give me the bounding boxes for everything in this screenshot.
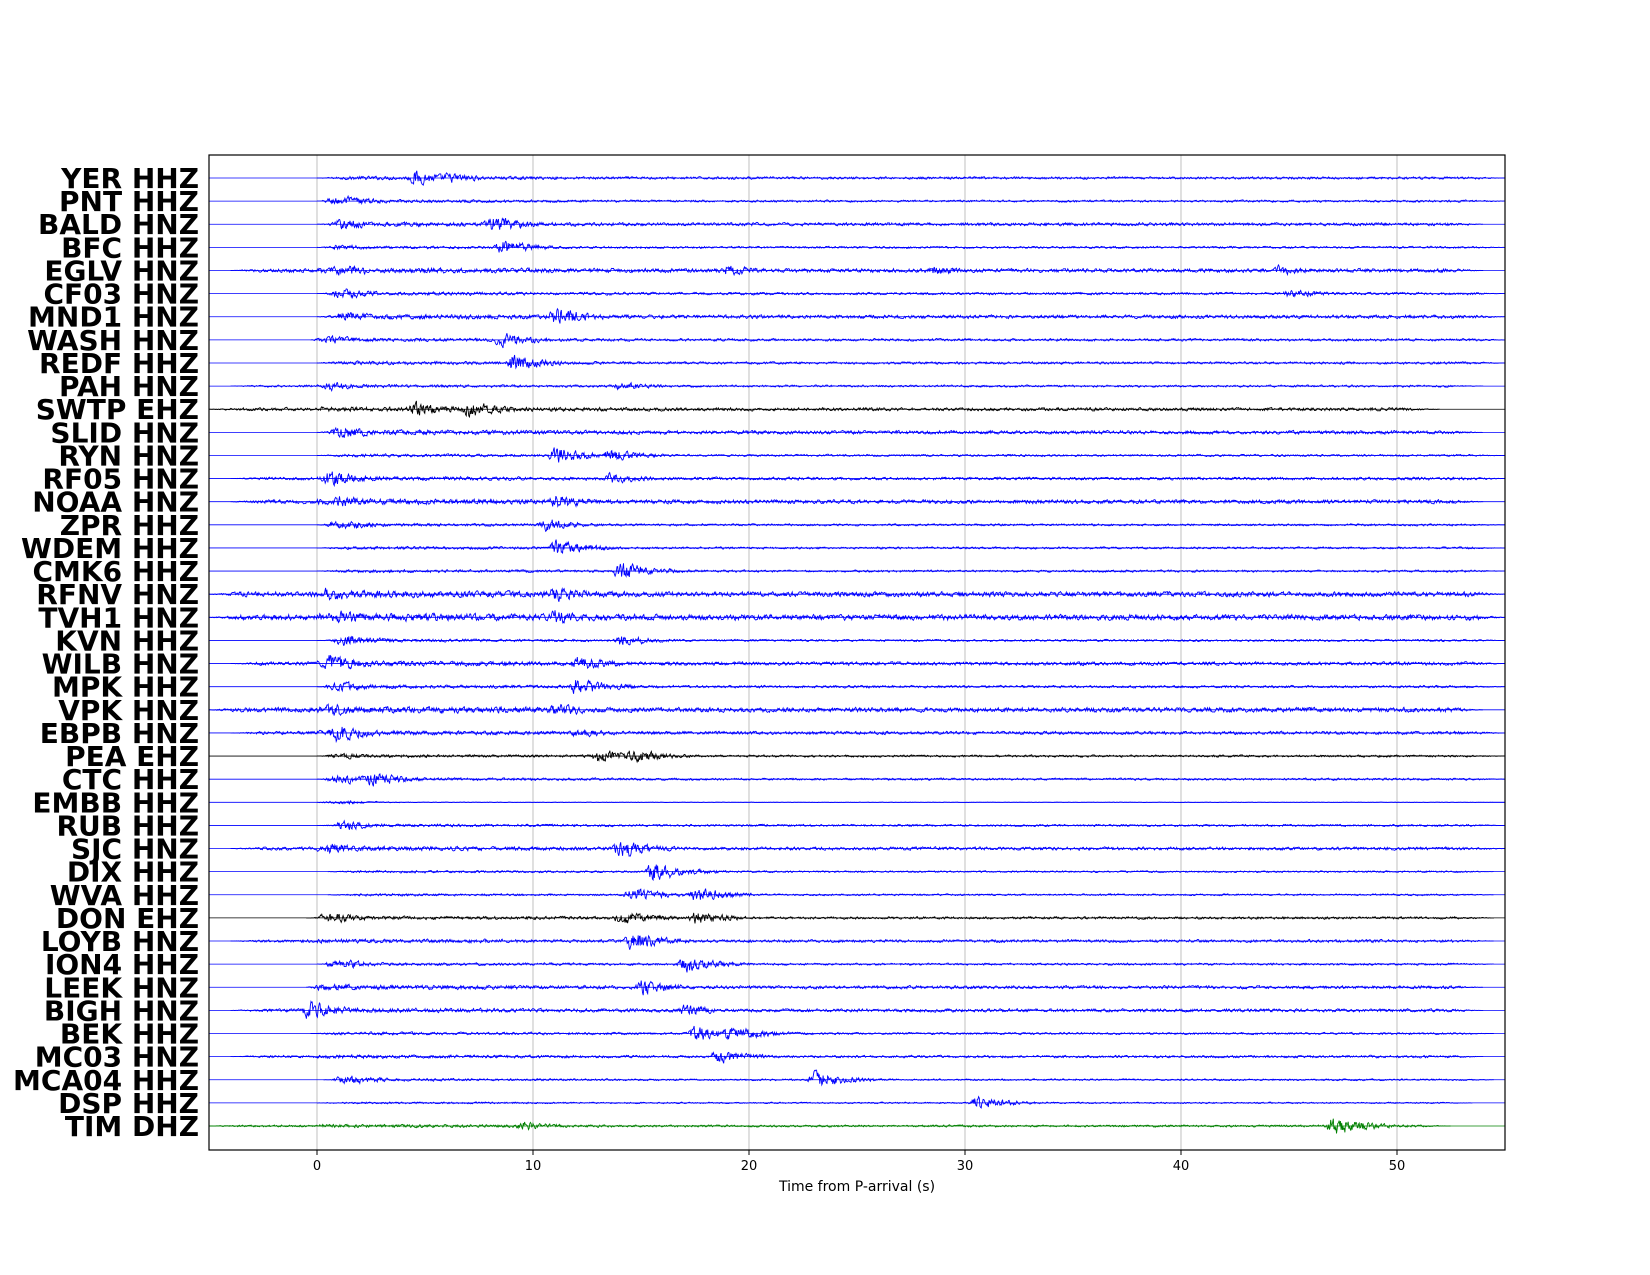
station-label: REDF HHZ [39, 346, 199, 380]
station-label: PAH HNZ [59, 370, 199, 404]
station-label: YER HHZ [61, 162, 199, 195]
x-axis-label: Time from P-arrival (s) [778, 1179, 936, 1195]
station-label: RFNV HNZ [36, 578, 199, 612]
station-label: WDEM HHZ [20, 531, 199, 565]
station-label: MCA04 HHZ [13, 1063, 199, 1097]
station-label: BFC HHZ [61, 231, 199, 265]
station-label: MPK HHZ [52, 670, 199, 704]
station-label: WVA HHZ [49, 878, 199, 912]
station-label: VPK HNZ [58, 693, 199, 727]
station-label: BEK HHZ [59, 1017, 199, 1051]
station-label: CF03 HNZ [43, 277, 199, 311]
station-label: MND1 HNZ [28, 300, 199, 334]
x-tick-label: 50 [1388, 1159, 1406, 1174]
station-label: DSP HHZ [58, 1086, 199, 1120]
station-label: CTC HHZ [61, 763, 199, 797]
station-label: LEEK HNZ [44, 971, 199, 1005]
station-label: PEA EHZ [65, 740, 199, 774]
station-label: PNT HHZ [59, 185, 199, 219]
x-tick-label: 0 [312, 1159, 322, 1174]
station-label: EMBB HHZ [32, 786, 199, 820]
station-label: SLID HNZ [50, 416, 199, 450]
station-label: MC03 HNZ [34, 1040, 199, 1074]
station-label: CMK6 HHZ [32, 555, 199, 589]
station-label: RYN HNZ [58, 439, 199, 473]
station-label: BALD HNZ [37, 208, 199, 242]
station-label: TVH1 HNZ [38, 601, 199, 635]
station-label: BIGH HNZ [43, 994, 199, 1028]
station-label: KVN HHZ [55, 624, 199, 658]
station-label: SWTP EHZ [35, 393, 199, 427]
station-label: RUB HHZ [56, 809, 199, 843]
x-tick-label: 30 [956, 1159, 974, 1174]
station-label: WASH HNZ [27, 323, 199, 357]
station-label: LOYB HNZ [40, 925, 199, 959]
station-label: NOAA HNZ [32, 485, 199, 519]
station-label: RF05 HNZ [42, 462, 199, 496]
station-label: TIM DHZ [64, 1110, 199, 1143]
station-label: EBPB HNZ [39, 716, 199, 750]
x-tick-label: 40 [1172, 1159, 1190, 1174]
station-label: ZPR HHZ [59, 508, 199, 542]
x-tick-label: 20 [740, 1159, 758, 1174]
station-label: EGLV HNZ [44, 254, 199, 288]
station-label: ION4 HHZ [44, 948, 199, 982]
station-label: WILB HNZ [41, 647, 199, 681]
station-label: DIX HHZ [66, 855, 199, 889]
station-label: DON EHZ [55, 901, 199, 935]
station-label: SJC HNZ [70, 832, 199, 866]
x-tick-label: 10 [524, 1159, 542, 1174]
